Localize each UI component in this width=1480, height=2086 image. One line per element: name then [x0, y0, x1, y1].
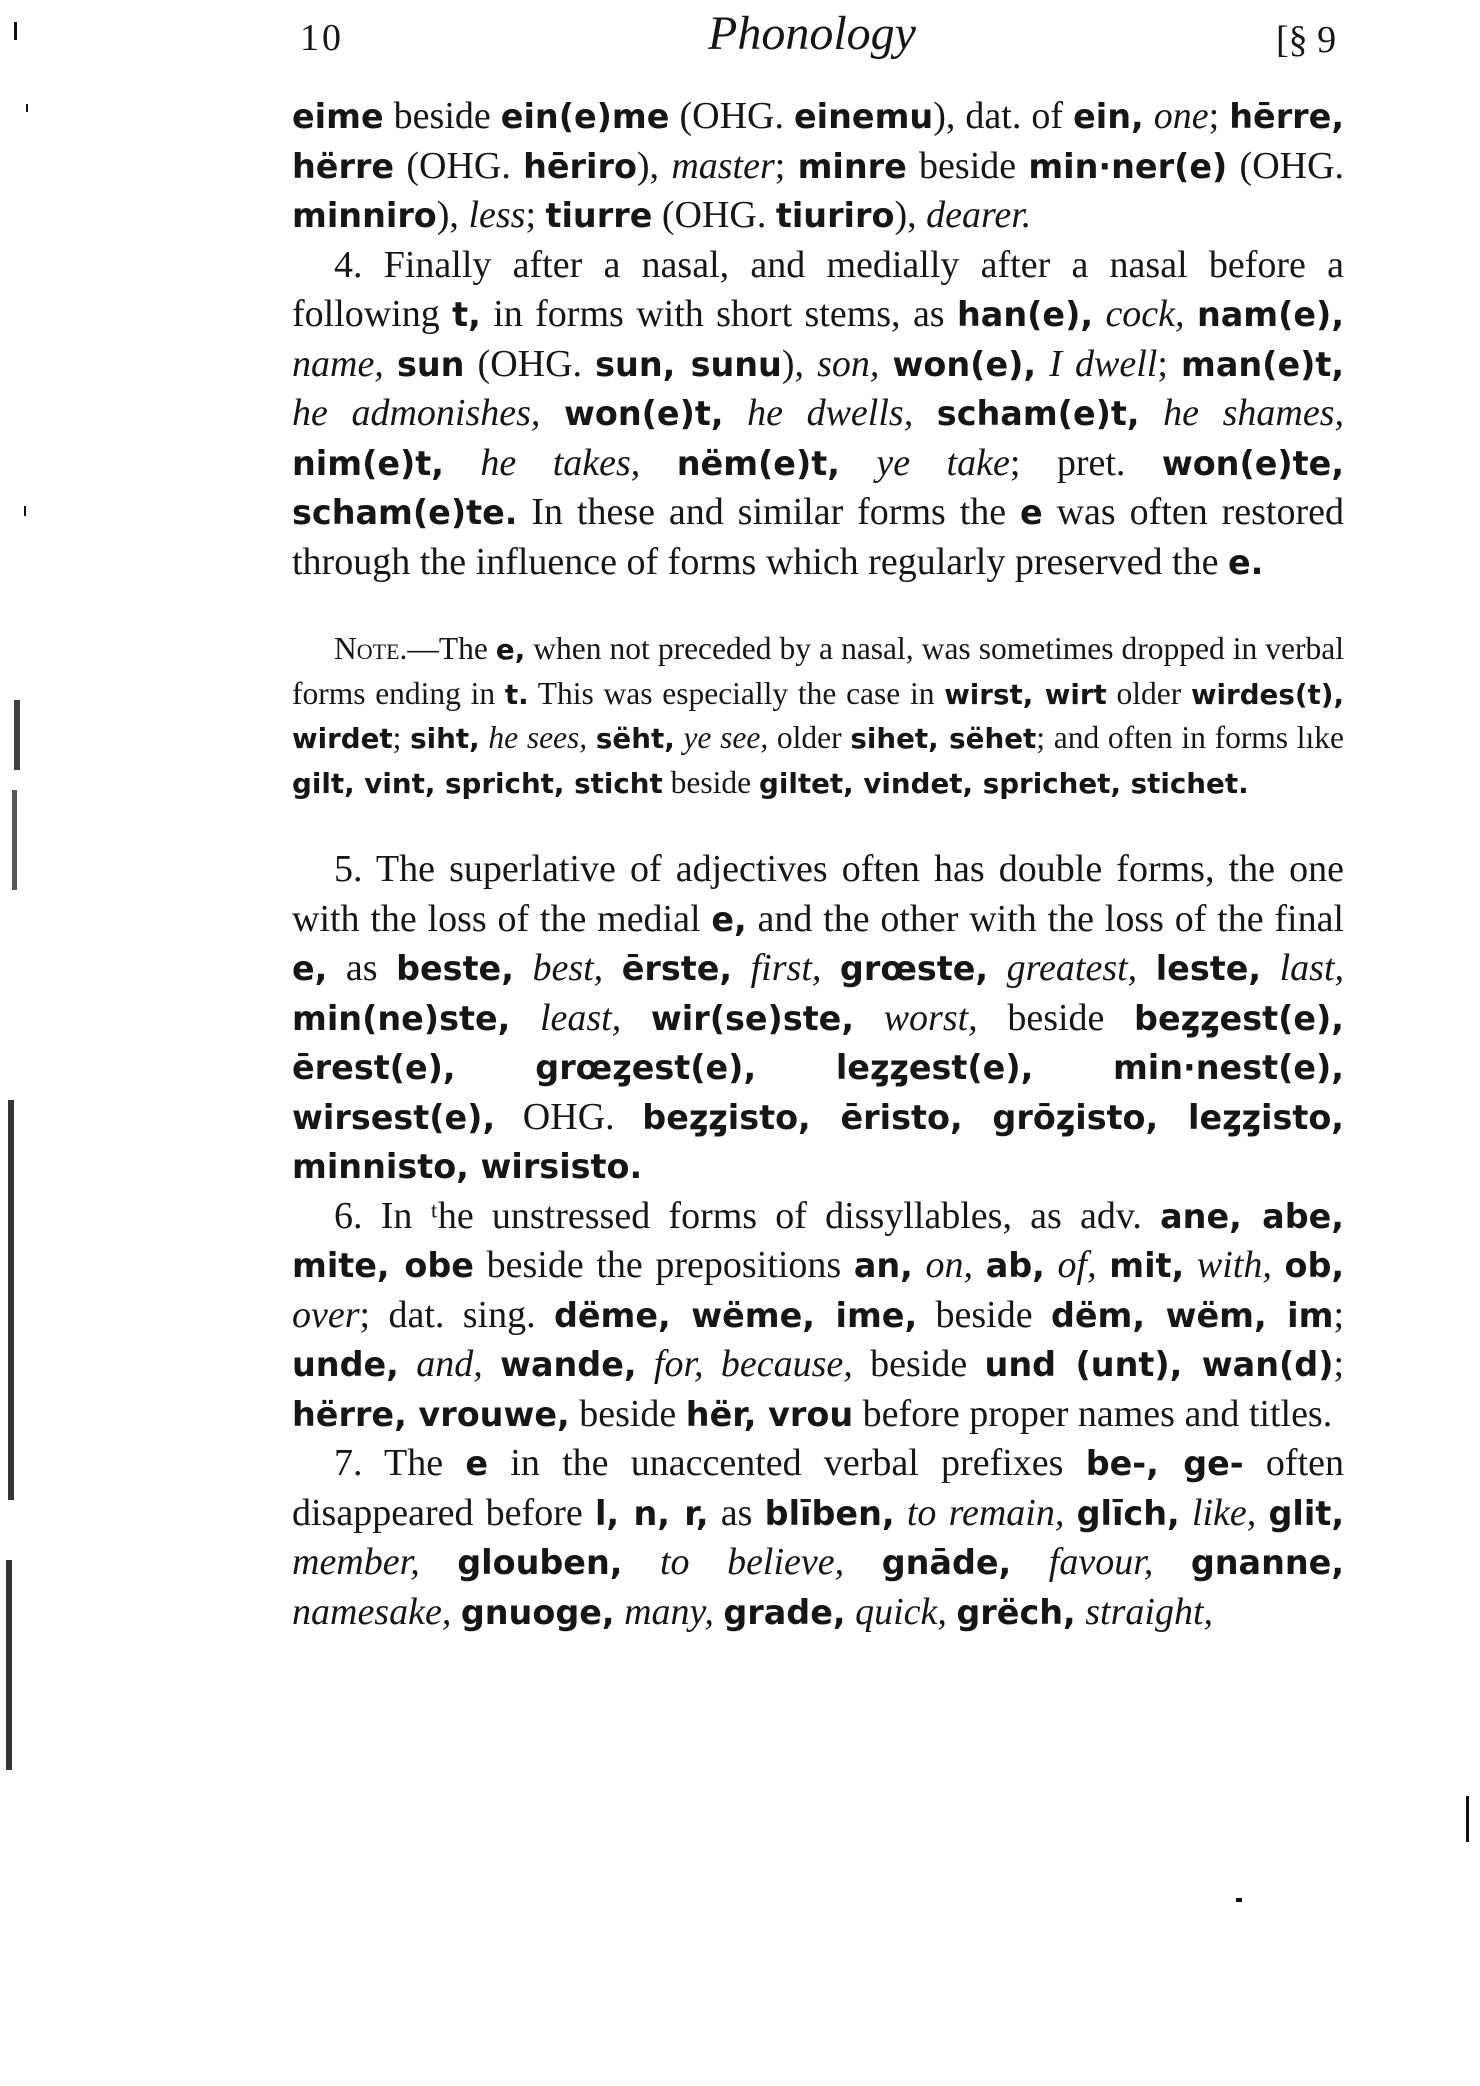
text-run	[1261, 947, 1280, 989]
text-run: ;	[525, 194, 546, 236]
text-run	[821, 947, 840, 989]
headword: siht,	[410, 722, 480, 755]
scan-mark	[8, 1100, 14, 1500]
gloss: best,	[532, 947, 604, 989]
headword: unde,	[292, 1345, 399, 1384]
text-run	[913, 1244, 926, 1286]
gloss: least,	[539, 996, 622, 1039]
text-run	[988, 947, 1007, 989]
headword: grade,	[723, 1592, 846, 1632]
gloss: to believe,	[659, 1541, 845, 1583]
headword: eime	[292, 97, 384, 136]
text-run	[1036, 343, 1049, 385]
gloss: son,	[817, 342, 880, 385]
headword: e.	[1227, 542, 1264, 582]
text-run: ),	[636, 144, 672, 187]
gloss: on,	[925, 1244, 974, 1286]
text-run: beside	[852, 1343, 985, 1385]
text-run: as	[327, 947, 397, 989]
headword: nim(e)t,	[292, 443, 444, 483]
headword: wirst, wirt	[944, 677, 1107, 711]
page-body	[292, 92, 1344, 1637]
note-paragraph	[292, 627, 1344, 805]
text-run	[854, 997, 884, 1039]
text-run	[420, 1541, 458, 1583]
headword: blīben,	[764, 1493, 895, 1533]
text-run: and the other with the loss of the final	[746, 897, 1344, 940]
text-run: ;	[1208, 95, 1230, 137]
gloss: for, because,	[653, 1343, 853, 1385]
headword: nëm(e)t,	[676, 443, 840, 483]
headword: e,	[711, 899, 747, 939]
headword: gilt, vint, spricht, sticht	[292, 766, 663, 800]
headword: leste,	[1155, 949, 1262, 988]
headword: e	[1020, 493, 1043, 532]
text-run: ;	[774, 144, 798, 187]
headword: dëme, wëme, ime,	[553, 1295, 918, 1335]
text-run	[1256, 1492, 1268, 1534]
text-run	[451, 1591, 461, 1633]
text-run: 6. In ᵗhe unstressed forms of dissyllables, as adv.	[334, 1194, 1161, 1237]
text-run: older	[768, 720, 851, 755]
text-run	[947, 1591, 957, 1633]
text-run	[637, 1343, 654, 1385]
text-run: beside	[977, 996, 1135, 1039]
headword: sëht,	[595, 722, 675, 755]
paragraph-6	[292, 1192, 1344, 1440]
text-run	[732, 947, 751, 989]
paragraph-4	[292, 241, 1344, 588]
text-run	[1097, 1244, 1110, 1286]
headword: won(e),	[892, 344, 1037, 384]
text-run: OHG.	[495, 1095, 643, 1138]
text-run: ;	[1157, 342, 1181, 385]
running-title: Phonology	[708, 7, 916, 60]
headword: hērre, hërre	[292, 97, 1345, 186]
text-run: 7. The	[334, 1442, 466, 1484]
text-run: —The	[407, 631, 496, 666]
headword: ein(e)me	[500, 97, 670, 136]
gloss: worst,	[883, 996, 978, 1039]
gloss: and,	[416, 1343, 483, 1385]
headword: minniro	[292, 196, 437, 235]
gloss: namesake,	[292, 1590, 452, 1633]
text-run	[1064, 1492, 1076, 1534]
gloss: he shames,	[1163, 392, 1345, 434]
text-run	[1137, 947, 1156, 989]
text-run: before proper names and titles.	[853, 1392, 1333, 1435]
text-run: often disappeared before	[292, 1442, 1345, 1534]
scan-mark	[1236, 1898, 1242, 1902]
headword: grœste,	[839, 949, 989, 988]
text-run	[603, 947, 622, 989]
text-run	[621, 997, 651, 1039]
gloss: straight,	[1085, 1590, 1214, 1633]
headword: t,	[452, 295, 481, 334]
text-run	[913, 392, 937, 434]
text-run	[1153, 1541, 1191, 1583]
text-run: (OHG.	[464, 342, 596, 385]
gloss: name,	[292, 342, 384, 385]
text-run: in the unaccented verbal prefixes	[488, 1442, 1086, 1484]
headword: wir(se)ste,	[650, 998, 855, 1038]
headword: l, n, r,	[594, 1493, 709, 1533]
text-run	[640, 442, 676, 484]
paragraph-5	[292, 845, 1344, 1192]
scan-mark	[6, 1560, 12, 1770]
scan-mark	[26, 104, 28, 112]
headword: beȥȥest(e), ērest(e), grœȥest(e), leȥȥest(e), min·nest(e), wirsest(e),	[292, 998, 1344, 1137]
text-run	[1076, 1591, 1086, 1633]
gloss: of,	[1057, 1244, 1097, 1286]
gloss: like,	[1191, 1491, 1257, 1534]
text-run: beside	[917, 1293, 1051, 1336]
text-run: beside	[662, 764, 760, 800]
headword: gnāde,	[881, 1543, 1012, 1582]
headword: tiurre	[545, 196, 653, 235]
gloss: first,	[750, 947, 822, 989]
text-run	[1045, 1244, 1058, 1286]
text-run	[1185, 293, 1197, 335]
gloss: quick,	[855, 1590, 947, 1633]
text-run	[444, 442, 480, 484]
text-run: (OHG.	[652, 194, 776, 236]
text-run: in forms with short stems, as	[480, 293, 957, 335]
headword: und (unt), wan(d)	[984, 1345, 1334, 1384]
headword: e	[465, 1444, 489, 1483]
headword: mit,	[1109, 1246, 1185, 1285]
headword: minre	[797, 146, 907, 186]
text-run: ; pret.	[1009, 441, 1162, 484]
headword: scham(e)t,	[936, 394, 1140, 433]
headword: min(ne)ste,	[292, 998, 511, 1038]
text-run	[514, 947, 533, 989]
text-run: 4. Finally after a nasal, and medially after a nasal before a following	[292, 243, 1344, 335]
page-number: 10	[300, 17, 344, 59]
text-run: beside	[569, 1392, 686, 1435]
paragraph-continued	[292, 92, 1344, 241]
headword: an,	[853, 1246, 913, 1285]
text-run	[1144, 95, 1154, 137]
text-run	[846, 1591, 856, 1633]
text-run: as	[708, 1491, 765, 1534]
text-run: ),	[436, 194, 469, 236]
headword: hër, vrou	[685, 1394, 854, 1434]
headword: wirdes(t), wirdet	[292, 677, 1344, 755]
headword: grëch,	[956, 1592, 1076, 1632]
text-run: beside	[906, 144, 1029, 187]
scan-mark	[12, 790, 17, 890]
scan-mark	[14, 700, 20, 770]
text-run: ), dat. of	[933, 95, 1074, 137]
headword: ein,	[1073, 97, 1144, 136]
text-run	[724, 392, 748, 434]
headword: won(e)te, scham(e)te.	[292, 443, 1345, 532]
headword: gnanne,	[1190, 1543, 1345, 1582]
headword: glouben,	[457, 1543, 623, 1582]
text-run	[1184, 1244, 1197, 1286]
gloss: ye see,	[683, 720, 769, 755]
headword: wande,	[500, 1345, 637, 1384]
text-run	[844, 1541, 882, 1583]
text-run	[510, 997, 540, 1039]
headword: han(e),	[956, 295, 1094, 334]
headword: min·ner(e)	[1028, 146, 1228, 186]
gloss: with,	[1196, 1244, 1272, 1286]
gloss: member,	[292, 1541, 420, 1583]
text-run: Note.	[334, 631, 408, 666]
gloss: over	[292, 1293, 360, 1336]
text-run: (OHG.	[669, 95, 794, 137]
text-run	[1140, 392, 1164, 434]
text-run: ; dat. sing.	[359, 1293, 554, 1336]
gloss: ye take	[876, 441, 1010, 484]
text-run: ;	[1333, 1343, 1345, 1385]
gloss: to remain,	[906, 1491, 1065, 1534]
gloss: master	[671, 144, 775, 187]
section-reference: [§ 9	[1276, 19, 1337, 61]
text-run	[1011, 1541, 1049, 1583]
headword: hërre, vrouwe,	[292, 1394, 570, 1434]
headword: tiuriro	[775, 196, 895, 235]
gloss: he admonishes,	[292, 392, 541, 434]
headword: beste,	[396, 949, 514, 988]
gloss: he sees,	[488, 720, 588, 755]
gloss: one	[1153, 95, 1209, 137]
headword: hēriro	[523, 146, 637, 186]
scan-mark	[1466, 1796, 1469, 1842]
text-run: was often restored through the influence of forms which regularly preserved the	[292, 491, 1344, 583]
text-run	[615, 1591, 625, 1633]
text-run: ;	[392, 720, 411, 755]
text-run	[840, 442, 876, 484]
headword: beȥȥisto, ēristo, grōȥisto, leȥȥisto, minnisto, wirsisto.	[292, 1097, 1344, 1186]
text-run: beside the prepositions	[473, 1244, 854, 1286]
text-run	[714, 1591, 724, 1633]
text-run: 5. The superlative of adjectives often has double forms, the one with the loss of the medial	[292, 848, 1344, 940]
text-run: ),	[781, 342, 818, 385]
scan-mark	[14, 22, 17, 40]
text-run	[1272, 1244, 1285, 1286]
headword: e,	[292, 949, 328, 988]
headword: glit,	[1268, 1493, 1345, 1533]
text-run	[540, 392, 564, 434]
gloss: I dwell	[1049, 342, 1158, 385]
gloss: favour,	[1048, 1541, 1154, 1583]
text-run	[1093, 293, 1105, 335]
headword: e,	[495, 633, 526, 666]
text-run	[973, 1244, 986, 1286]
headword: be-, ge-	[1085, 1444, 1244, 1483]
text-run: ;	[1333, 1293, 1345, 1336]
text-run	[384, 343, 397, 385]
headword: einemu	[794, 97, 934, 136]
gloss: many,	[624, 1590, 714, 1633]
text-run: In these and similar forms the	[517, 491, 1021, 533]
headword: ane, abe, mite, obe	[292, 1196, 1344, 1285]
text-run: older	[1106, 675, 1191, 711]
headword: ab,	[985, 1246, 1045, 1285]
text-run	[879, 343, 892, 385]
gloss: dearer.	[926, 194, 1032, 236]
headword: dëm, wëm, im	[1050, 1295, 1334, 1335]
gloss: last,	[1279, 947, 1344, 989]
gloss: greatest,	[1006, 947, 1138, 989]
text-run	[587, 720, 596, 755]
text-run: when not preceded by a nasal, was sometimes dropped in verbal forms ending in	[292, 631, 1344, 711]
scan-mark	[24, 506, 26, 516]
headword: man(e)t,	[1181, 344, 1345, 384]
paragraph-7	[292, 1439, 1344, 1637]
text-run: This was especially the case in	[528, 675, 945, 711]
gloss: less	[468, 194, 526, 236]
headword: t.	[504, 677, 529, 711]
text-run: ),	[894, 194, 927, 236]
text-run: ; and often in forms lıke	[1036, 720, 1345, 755]
gloss: he takes,	[480, 441, 641, 484]
text-run: (OHG.	[394, 144, 524, 187]
headword: ērste,	[621, 949, 733, 988]
text-run: beside	[383, 95, 501, 137]
text-run: (OHG.	[1227, 144, 1345, 187]
text-run	[622, 1541, 660, 1583]
headword: glīch,	[1076, 1493, 1180, 1533]
text-run	[399, 1343, 416, 1385]
text-run	[483, 1343, 500, 1385]
text-run	[895, 1492, 907, 1534]
text-run	[1180, 1492, 1192, 1534]
headword: sun, sunu	[595, 344, 782, 384]
headword: nam(e),	[1196, 295, 1345, 334]
headword: won(e)t,	[564, 394, 724, 433]
headword: sun	[396, 344, 465, 384]
headword: gnuoge,	[460, 1592, 615, 1632]
headword: sihet, sëhet	[850, 722, 1037, 755]
headword: giltet, vindet, sprichet, stichet.	[759, 766, 1249, 800]
gloss: he dwells,	[747, 392, 914, 434]
gloss: cock,	[1105, 293, 1185, 335]
headword: ob,	[1284, 1246, 1345, 1285]
